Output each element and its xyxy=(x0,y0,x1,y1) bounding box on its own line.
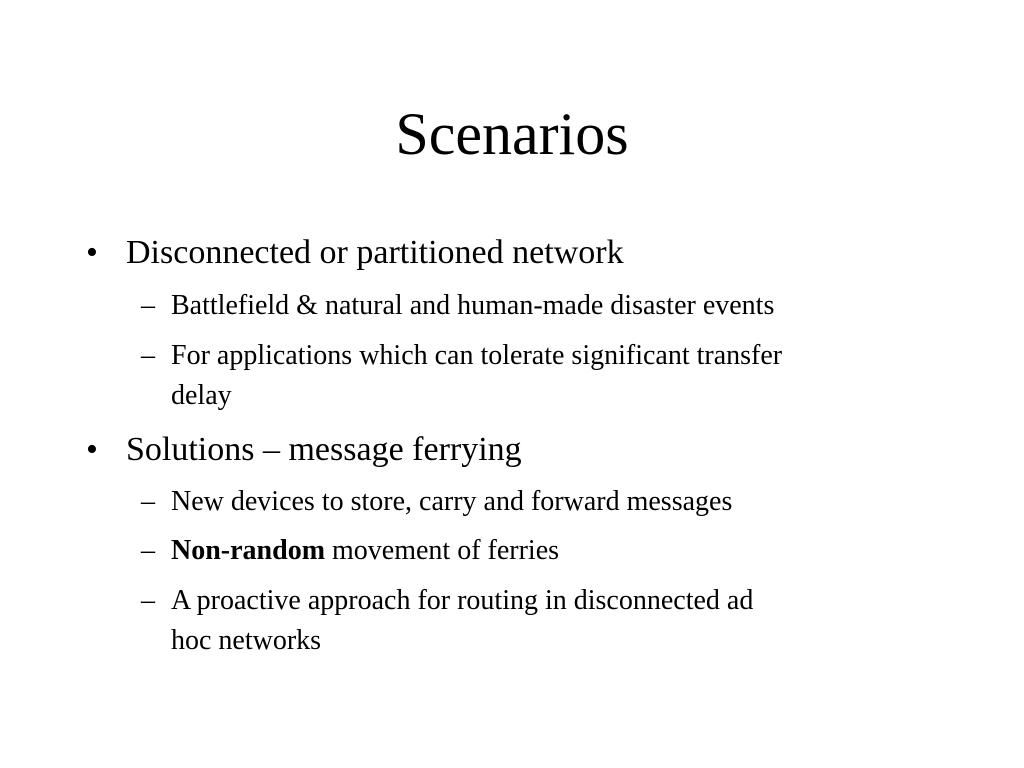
sub-bullet-text-line1: A proactive approach for routing in disconnected ad xyxy=(171,585,754,616)
sub-bullet-text-line2: hoc networks xyxy=(171,625,322,656)
dash-marker: – xyxy=(141,585,155,616)
sub-bullet-text-rest: movement of ferries xyxy=(325,535,560,566)
sub-bullet-text xyxy=(171,531,559,571)
bullet-text: Solutions – message ferrying xyxy=(126,431,522,468)
dash-marker: – xyxy=(141,535,155,566)
sub-bullet-item xyxy=(141,482,733,522)
slide-title: Scenarios xyxy=(395,101,629,167)
sub-bullet-text: Battlefield & natural and human-made disaster events xyxy=(171,290,775,321)
emphasis-text: Non-random xyxy=(171,535,326,566)
sub-bullet-text: New devices to store, carry and forward messages xyxy=(171,486,733,517)
sub-bullet-item xyxy=(141,581,754,661)
sub-bullet-item xyxy=(141,531,560,571)
bullet-marker: • xyxy=(86,234,98,271)
dash-marker: – xyxy=(141,486,155,517)
dash-marker: – xyxy=(141,290,155,321)
sub-bullet-text-line2: delay xyxy=(171,380,232,411)
bullet-text: Disconnected or partitioned network xyxy=(126,234,624,271)
sub-bullet-item xyxy=(141,336,783,416)
bullet-item xyxy=(86,233,624,273)
sub-bullet-item xyxy=(141,286,775,326)
bullet-marker: • xyxy=(86,431,98,468)
dash-marker: – xyxy=(141,340,155,371)
bullet-item xyxy=(86,430,522,470)
sub-bullet-text-line1: For applications which can tolerate significant transfer xyxy=(171,340,783,371)
